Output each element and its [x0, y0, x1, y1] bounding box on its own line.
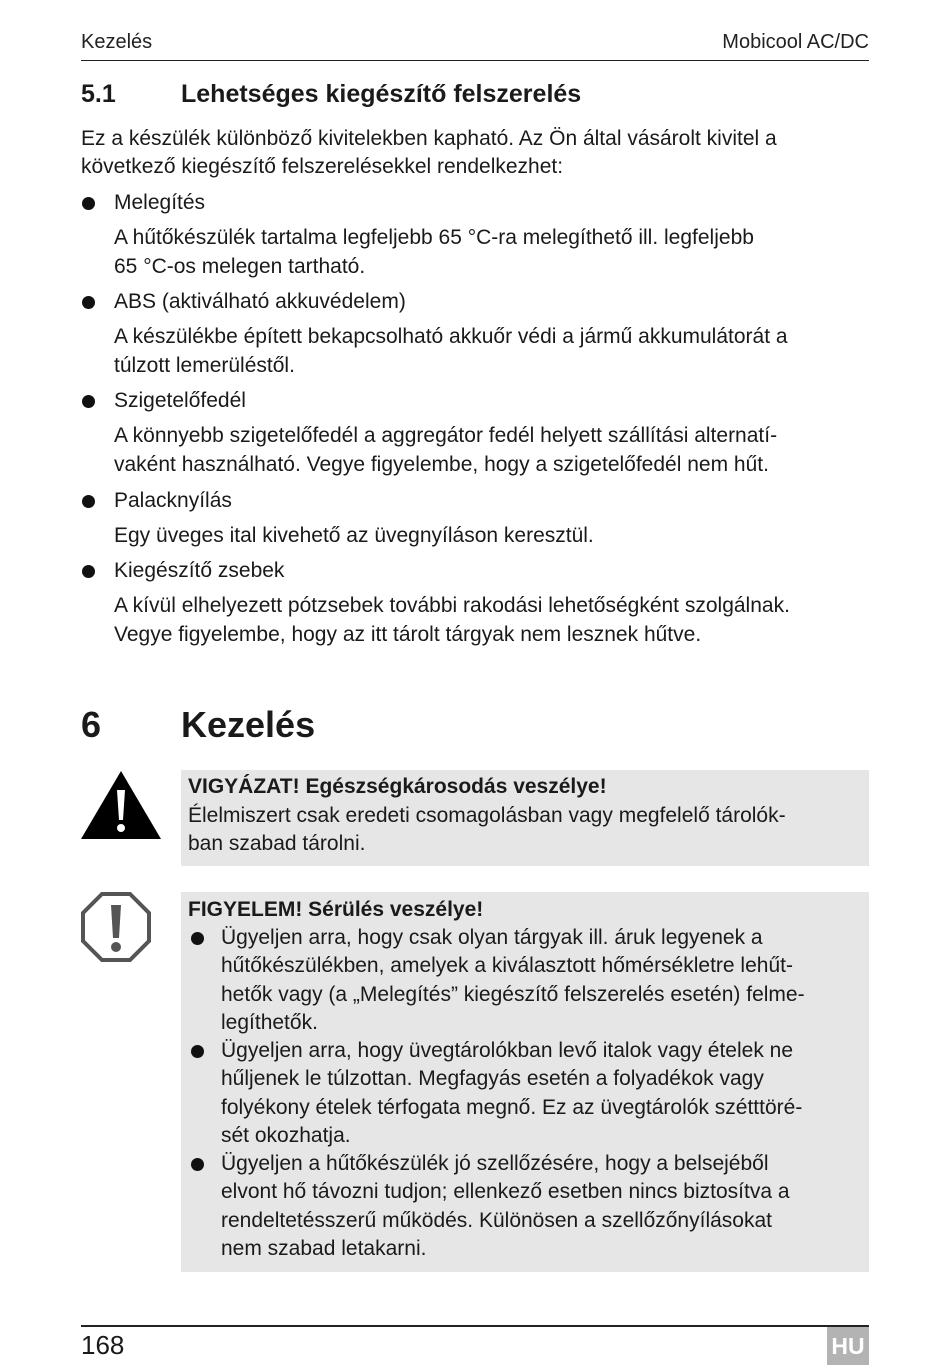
caution-text-line: hetők vagy (a „Melegítés” kiegészítő felszerelés esetén) felme-	[221, 982, 805, 1006]
warning-text-line: Élelmiszert csak eredeti csomagolásban vagy megfelelő tárolók-	[188, 804, 786, 827]
section-title: Lehetséges kiegészítő felszerelés	[181, 80, 582, 108]
caution-text-line: folyékony ételek térfogata megnő. Ez az üvegtárolók szétttöré-	[221, 1095, 803, 1119]
caution-text-line: hűljenek le túlzottan. Megfagyás esetén a folyadékok vagy	[221, 1067, 764, 1091]
bullet-icon	[82, 395, 95, 408]
feature-description-line: túlzott lemerüléstől.	[114, 353, 295, 377]
feature-title: Szigetelőfedél	[114, 389, 246, 412]
feature-title: ABS (aktiválható akkuvédelem)	[114, 290, 406, 313]
feature-description-line: A hűtőkészülék tartalma legfeljebb 65 °C-ra melegíthető ill. legfeljebb	[114, 226, 754, 249]
feature-description-line: 65 °C-os melegen tartható.	[114, 254, 366, 278]
feature-title: Melegítés	[114, 191, 206, 214]
caution-box	[181, 892, 869, 1272]
caution-text-line: nem szabad letakarni.	[221, 1236, 427, 1260]
intro-line: Ez a készülék különböző kivitelekben kapható. Az Ön által vásárolt kivitel a	[81, 127, 777, 150]
caution-octagon-icon	[80, 891, 152, 963]
warning-triangle-icon	[80, 770, 162, 840]
caution-text-line: Ügyeljen arra, hogy üvegtárolókban levő italok vagy ételek ne	[221, 1039, 794, 1062]
bullet-icon	[191, 932, 204, 945]
bullet-icon	[82, 197, 95, 210]
header-product: Mobicool AC/DC	[722, 31, 869, 53]
bullet-icon	[191, 1158, 204, 1171]
caution-text-line: Ügyeljen arra, hogy csak olyan tárgyak ill. áruk legyenek a	[221, 926, 763, 949]
chapter-title: Kezelés	[181, 704, 316, 745]
feature-description-line: A készülékbe épített bekapcsolható akkuőr védi a jármű akkumulátorát a	[114, 325, 788, 348]
feature-description-line: vaként használható. Vegye figyelembe, hogy a szigetelőfedél nem hűt.	[114, 452, 769, 476]
warning-title: VIGYÁZAT! Egészségkárosodás veszélye!	[188, 775, 607, 798]
chapter-number: 6	[81, 704, 102, 745]
bullet-icon	[82, 495, 95, 508]
page-number: 168	[81, 1330, 125, 1360]
feature-title: Kiegészítő zsebek	[114, 559, 285, 582]
feature-description-line: A kívül elhelyezett pótzsebek további rakodási lehetőségként szolgálnak.	[114, 594, 790, 617]
feature-description-line: Egy üveges ital kivehető az üvegnyíláson keresztül.	[114, 524, 594, 547]
caution-text-line: elvont hő távozni tudjon; ellenkező esetben nincs biztosítva a	[221, 1180, 790, 1204]
intro-line: következő kiegészítő felszerelésekkel rendelkezhet:	[81, 155, 564, 178]
caution-text-line: rendeltetésszerű működés. Különösen a szellőzőnyílásokat	[221, 1208, 772, 1232]
bullet-icon	[82, 296, 95, 309]
feature-title: Palacknyílás	[114, 489, 232, 512]
language-badge: HU	[827, 1327, 869, 1365]
warning-box	[181, 770, 869, 866]
caution-text-line: hűtőkészülékben, amelyek a kiválasztott hőmérsékletre lehűt-	[221, 954, 793, 978]
caution-title: FIGYELEM! Sérülés veszélye!	[188, 898, 484, 921]
header-rule	[81, 60, 869, 61]
header-chapter: Kezelés	[81, 31, 153, 53]
section-number: 5.1	[81, 80, 116, 108]
caution-text-line: legíthetők.	[221, 1010, 318, 1034]
caution-text-line: Ügyeljen a hűtőkészülék jó szellőzésére, hogy a belsejéből	[221, 1152, 769, 1175]
bullet-icon	[191, 1045, 204, 1058]
footer-rule	[81, 1325, 869, 1327]
feature-description-line: Vegye figyelembe, hogy az itt tárolt tárgyak nem lesznek hűtve.	[114, 622, 702, 646]
warning-text-line: ban szabad tárolni.	[188, 832, 366, 855]
caution-text-line: sét okozhatja.	[221, 1123, 351, 1147]
bullet-icon	[82, 565, 95, 578]
feature-description-line: A könnyebb szigetelőfedél a aggregátor fedél helyett szállítási alternatí-	[114, 424, 778, 447]
